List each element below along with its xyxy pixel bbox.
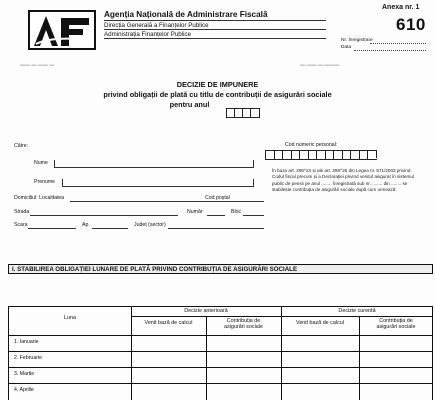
table-row-month: 1. Ianuarie (14, 339, 39, 345)
contribution-header-line1: Contribuția de (226, 318, 261, 324)
surname-field[interactable] (62, 179, 254, 187)
surname-label: Prenume (34, 179, 56, 185)
registration-no-label: Nr. înregistrare (341, 38, 373, 43)
current-decision-header: Decizie curentă (338, 308, 376, 314)
administration-name: Administrația Finanțelor Publice (104, 31, 192, 38)
apartment-label: Ap. (82, 222, 90, 228)
stair-field[interactable] (28, 228, 76, 229)
table-divider (9, 335, 432, 336)
document-title: DECIZIE DE IMPUNERE (176, 80, 259, 89)
annex-label: Anexa nr. 1 (382, 4, 420, 11)
contribution-table (8, 306, 433, 400)
section-header (8, 264, 433, 274)
year-digit-box[interactable] (250, 108, 260, 118)
postal-code-field[interactable] (230, 201, 264, 202)
section-title: I. STABILIREA OBLIGAȚIEI LUNARE DE PLATĂ PRIVIND CONTRIBUȚIA DE ASIGURĂRI SOCIALE (12, 266, 298, 273)
anaf-logo (28, 10, 96, 50)
name-field[interactable] (54, 160, 254, 168)
legal-basis-text: În baza art. 296^24 și ale art. 296^25 din Legea nr. 571/2003 privind Codul fiscal precum și a Declarației privind venitul asigurat în sistemul public de pensii pe anul ........ înregistrată sub nr. ........ din ........ se stabilește contribuția de asigurări sociale după cum urmează: (272, 168, 414, 192)
contribution-header-line2: asigurări sociale (376, 324, 416, 330)
agency-name: Agenția Națională de Administrare Fiscală (104, 10, 268, 19)
date-label: Data (341, 45, 352, 50)
block-field[interactable] (243, 215, 264, 216)
scan-noise: ▬ ▬▬ ▬ ▬▬▬ (300, 62, 340, 68)
contribution-header-line1: Contribuția de (379, 318, 413, 324)
header-rule (104, 38, 326, 39)
direction-name: Direcția Generală a Finanțelor Publice (104, 22, 209, 29)
income-base-header: Venit bază de calcul (296, 320, 344, 326)
number-label: Număr (187, 209, 203, 215)
number-field[interactable] (207, 215, 225, 216)
stair-label: Scara (14, 222, 28, 228)
date-field[interactable] (354, 50, 426, 51)
table-row-month: 3. Martie (14, 371, 35, 377)
table-divider (9, 351, 432, 352)
street-label: Strada (14, 209, 30, 215)
locality-field[interactable] (70, 201, 230, 202)
cnp-label: Cod numeric personal: (285, 142, 338, 148)
scan-noise: ▬▬ ▬ ▬▬ ▬ (20, 62, 55, 68)
document-subtitle: privind obligații de plată cu titlu de contribuții de asigurări sociale (103, 90, 332, 99)
month-column-header: Luna (64, 315, 76, 321)
year-label: pentru anul (169, 100, 210, 109)
form-number: 610 (396, 15, 426, 34)
to-label: Către: (14, 143, 29, 149)
table-divider (9, 383, 432, 384)
income-base-header: Venit bază de calcul (144, 320, 193, 326)
apartment-field[interactable] (92, 228, 128, 229)
table-row-month: 4. Aprilie (14, 387, 34, 393)
table-row-month: 2. Februarie (14, 355, 42, 361)
name-label: Nume (34, 160, 48, 166)
table-divider (131, 316, 432, 317)
previous-decision-header: Decizie anterioară (184, 308, 228, 314)
header-rule (104, 20, 326, 21)
registration-no-field[interactable] (370, 43, 426, 44)
county-field[interactable] (168, 228, 264, 229)
county-label: Județ (sector) (134, 222, 166, 228)
block-label: Bloc (231, 209, 242, 215)
street-field[interactable] (30, 215, 178, 216)
cnp-box-edge (376, 150, 377, 158)
domicile-label: Domiciliul: Localitatea (14, 195, 65, 201)
header-rule (104, 29, 326, 30)
table-divider (9, 367, 432, 368)
contribution-header-line2: asigurări sociale (224, 324, 263, 330)
postal-code-label: Cod poștal (205, 195, 230, 201)
